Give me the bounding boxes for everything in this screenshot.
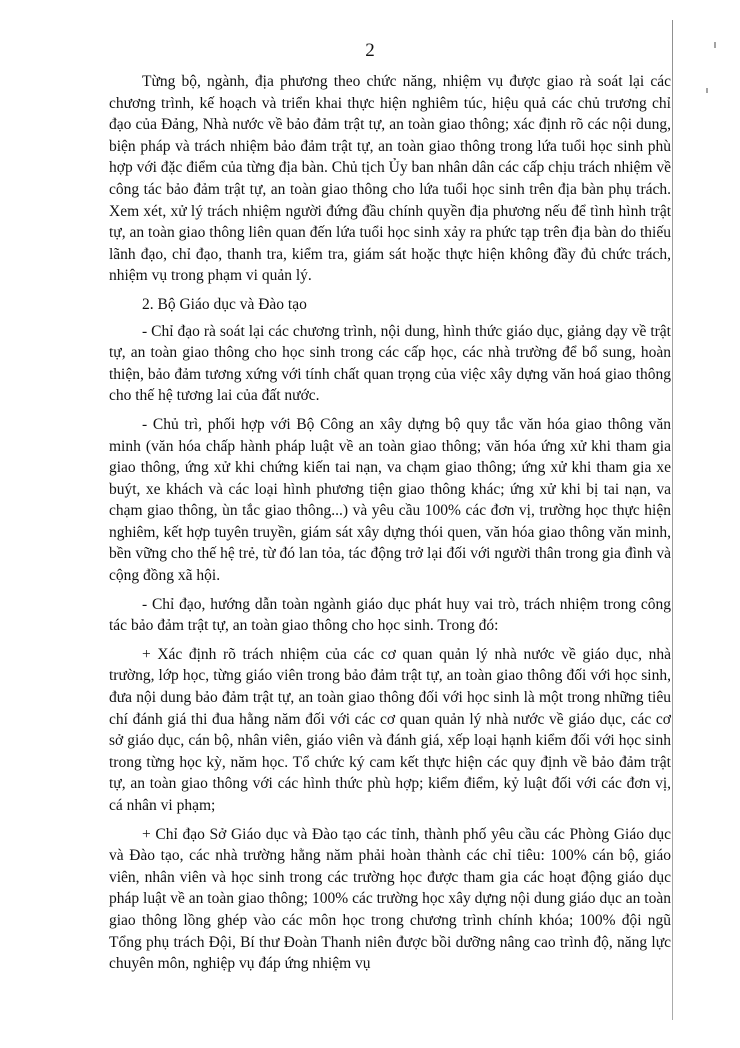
document-body xyxy=(109,71,671,982)
paragraph-define-responsibilities: + Xác định rõ trách nhiệm của các cơ quan quản lý nhà nước về giáo dục, nhà trường, lớp học, từng giáo viên trong bảo đảm trật tự, an toàn giao thông đối với học sinh, đưa nội dung bảo đảm trật tự, an toàn giao thông đối với học sinh là một trong những tiêu chí đánh giá thi đua hằng năm đối với các cơ quan quản lý nhà nước về giáo dục, các cơ sở giáo dục, cán bộ, nhân viên, giáo viên và đánh giá, xếp loại hạnh kiểm đối với học sinh trong từng học kỳ, năm học. Tổ chức ký cam kết thực hiện các quy định về bảo đảm trật tự, an toàn giao thông với các hình thức phù hợp; kiểm điểm, kỷ luật đối với các đơn vị, cá nhân vi phạm; xyxy=(109,645,671,814)
paragraph-traffic-culture-rules: - Chủ trì, phối hợp với Bộ Công an xây dựng bộ quy tắc văn hóa giao thông văn minh (văn hóa chấp hành pháp luật về an toàn giao thông; văn hóa ứng xử khi tham gia giao thông, ứng xử khi chứng kiến tai nạn, va chạm giao thông; ứng xử khi tham gia xe buýt, xe khách và các loại hình phương tiện giao thông khác; ứng xử khi bị tai nạn, va chạm giao thông, ùn tắc giao thông...) và yêu cầu 100% các đơn vị, trường học thực hiện nghiêm, kết hợp tuyên truyền, giám sát xây dựng thói quen, văn hóa giao thông văn minh, bền vững cho thế hệ trẻ, từ đó lan tỏa, tác động trở lại đối với người thân trong gia đình và cộng đồng xã hội. xyxy=(109,415,671,585)
paragraph-education-sector-role: - Chỉ đạo, hướng dẫn toàn ngành giáo dục phát huy vai trò, trách nhiệm trong công tác bảo đảm trật tự, an toàn giao thông cho học sinh. Trong đó: xyxy=(109,595,671,635)
paragraph-department-targets: + Chỉ đạo Sở Giáo dục và Đào tạo các tỉnh, thành phố yêu cầu các Phòng Giáo dục và Đào tạo, các nhà trường hằng năm phải hoàn thành các chỉ tiêu: 100% cán bộ, giáo viên, nhân viên và học sinh trong các trường học được tham gia các hoạt động giáo dục pháp luật về an toàn giao thông; 100% các trường học xây dựng nội dung giáo dục an toàn giao thông lồng ghép vào các môn học trong chương trình chính khóa; 100% đội ngũ Tổng phụ trách Đội, Bí thư Đoàn Thanh niên được bồi dưỡng nâng cao trình độ, năng lực chuyên môn, nghiệp vụ đáp ứng nhiệm vụ xyxy=(109,825,671,973)
page-number: 2 xyxy=(365,40,375,61)
section-heading-ministry-education: 2. Bộ Giáo dục và Đào tạo xyxy=(142,295,307,313)
paragraph-review-curriculum: - Chỉ đạo rà soát lại các chương trình, nội dung, hình thức giáo dục, giảng dạy về trật tự, an toàn giao thông cho học sinh trong các cấp học, các nhà trường để bổ sung, hoàn thiện, bảo đảm tương xứng với tính chất quan trọng của việc xây dựng văn hoá giao thông cho thế hệ tương lai của đất nước. xyxy=(109,322,671,405)
paragraph-local-responsibility: Từng bộ, ngành, địa phương theo chức năng, nhiệm vụ được giao rà soát lại các chương trình, kế hoạch và triển khai thực hiện nghiêm túc, hiệu quả các chủ trương chỉ đạo của Đảng, Nhà nước về bảo đảm trật tự, an toàn giao thông; xác định rõ các nội dung, biện pháp và trách nhiệm bảo đảm trật tự, an toàn giao thông trong lứa tuổi học sinh phù hợp với đặc điểm của từng địa bàn. Chủ tịch Ủy ban nhân dân các cấp chịu trách nhiệm về công tác bảo đảm trật tự, an toàn giao thông cho lứa tuổi học sinh trên địa bàn phụ trách. Xem xét, xử lý trách nhiệm người đứng đầu chính quyền địa phương nếu để tình hình trật tự, an toàn giao thông liên quan đến lứa tuổi học sinh xảy ra phức tạp trên địa bàn do thiếu lãnh đạo, chỉ đạo, thanh tra, kiểm tra, giám sát hoặc thực hiện không đầy đủ chức trách, nhiệm vụ trong phạm vi quản lý. xyxy=(109,73,671,285)
scan-artifact-line xyxy=(672,20,673,1020)
scan-artifact-mark xyxy=(714,42,716,48)
scan-artifact-mark xyxy=(706,88,708,93)
